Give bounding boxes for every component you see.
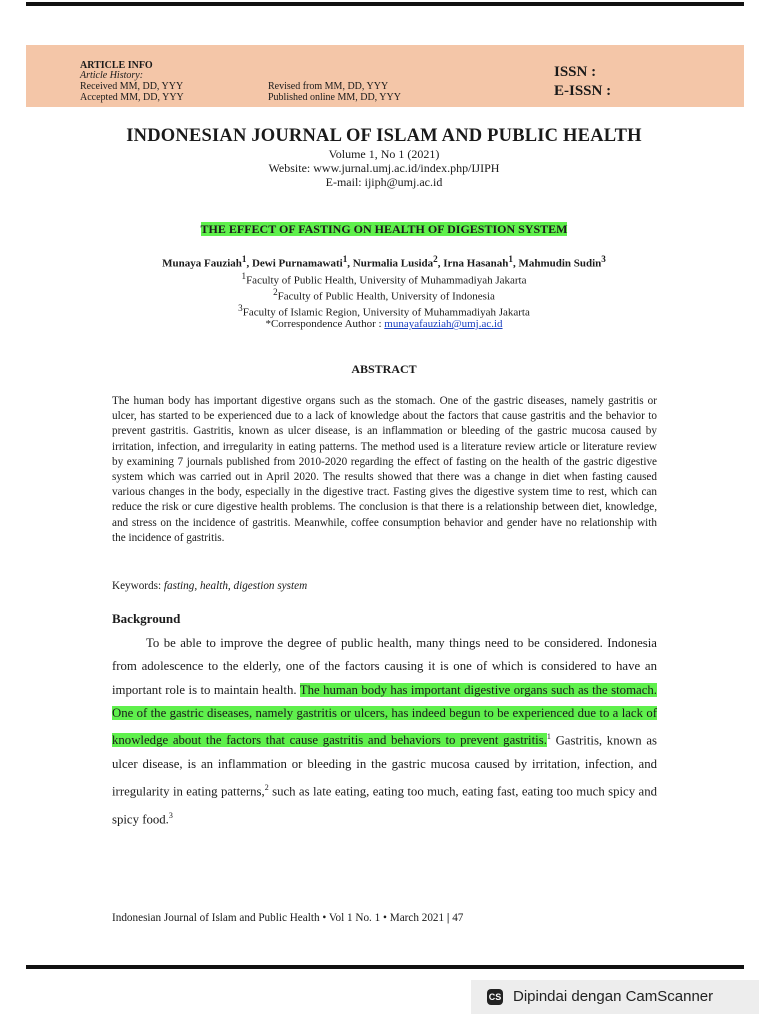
background-heading: Background [112, 611, 181, 626]
highlighted-text: The human body has important digestive organs such as the stomach. One of the gastric diseases, namely gastritis or ulcers, has indeed begun to be experienced due to a lack of knowledge about the factors that cause gastritis and behaviors to prevent gastritis. [112, 682, 657, 748]
background-paragraph [112, 632, 657, 831]
correspondence-label: *Correspondence Author : [265, 318, 385, 330]
paper-title-highlight: THE EFFECT OF FASTING ON HEALTH OF DIGESTION SYSTEM [200, 222, 568, 236]
camscanner-watermark [471, 980, 759, 1014]
keywords-values: fasting, health, digestion system [163, 580, 308, 592]
keywords-label: Keywords: [112, 580, 164, 592]
ref-2: 2 [264, 783, 269, 793]
author-name: Munaya Fauziah [162, 257, 242, 270]
correspondence [0, 318, 768, 331]
background-text-1: To be able to improve the degree of public health, many things need to be considered. Indonesia from adolescence to the elderly, one of the factors causing it is one of which is considered to have an important role is to maintain health. [112, 636, 657, 697]
journal-title: INDONESIAN JOURNAL OF ISLAM AND PUBLIC HEALTH [126, 126, 642, 146]
footer-separator: | [446, 912, 450, 924]
article-info-box [26, 45, 744, 107]
issn-label: ISSN : [554, 64, 597, 80]
author-name: Nurmalia Lusida [352, 257, 434, 270]
author-name: Irna Hasanah [443, 257, 509, 270]
camscanner-logo-icon: CS [487, 989, 503, 1005]
ref-3: 3 [168, 810, 173, 820]
background-text-2: Gastritis, known as ulcer disease, is an inflammation or bleeding in the gastric mucosa caused by irritation, infection, and irregularity in eating patterns, [112, 733, 657, 799]
accepted-date: Accepted MM, DD, YYY [80, 92, 184, 103]
background-text-3: such as late eating, eating too much, eating fast, eating too much spicy and spicy food. [112, 784, 658, 826]
received-date: Received MM, DD, YYY [80, 81, 184, 92]
page-footer [112, 912, 463, 924]
journal-email: E-mail: ijiph@umj.ac.id [325, 175, 443, 189]
author-mark: 1 [342, 254, 348, 264]
author-mark: 1 [508, 254, 513, 264]
affiliation-3: $^3$Faculty of Islamic Region, University of Muhammadiyah Jakarta [238, 303, 530, 319]
abstract-text: The human body has important digestive organs such as the stomach. One of the gastric diseases, namely gastritis or ulcer, has started to be experienced due to a lack of knowledge about the factors that cause gastritis and the behavior to prevent gastritis. Gastritis, known as ulcer disease, is an inflammation or bleeding of the gastric mucosa caused by irritation, infection, and irregularity in eating patterns. The method used is a literature review article or literature review by examining 7 journals published from 2010-2020 regarding the effect of fasting on the health of the gastric digestive system which was carried out in April 2020. The results showed that there was a change in diet when fasting caused various changes in the body, especially in the digestive tract. Fasting gives the digestive system time to rest, which can reduce the risk or cure digestive health problems. The conclusion is that there is a relationship between diet, knowledge, and stress on the incidence of gastritis. Meanwhile, coffee consumption behavior and gender have no relationship with the incidence of gastritis. [112, 395, 657, 544]
article-info-heading: ARTICLE INFO [80, 60, 153, 71]
top-rule [26, 2, 744, 6]
revised-date: Revised from MM, DD, YYY [268, 81, 389, 92]
page-number: 47 [449, 912, 464, 924]
affiliation-2: $^2$Faculty of Public Health, University of Indonesia [273, 287, 495, 303]
abstract-heading: ABSTRACT [351, 362, 417, 376]
journal-website: Website: www.jurnal.umj.ac.id/index.php/IJIPH [268, 161, 500, 175]
camscanner-text: Dipindai dengan CamScanner [513, 988, 714, 1005]
article-history-label: Article History: [80, 70, 144, 81]
footer-text: Indonesian Journal of Islam and Public Health • Vol 1 No. 1 • March 2021 [112, 912, 447, 924]
correspondence-email-link[interactable]: munayafauziah@umj.ac.id [384, 318, 503, 330]
eissn-label: E-ISSN : [554, 83, 612, 99]
author-mark: 1 [241, 254, 247, 264]
keywords [112, 580, 307, 592]
bottom-rule [26, 965, 744, 969]
affiliation-1: $^1$Faculty of Public Health, University of Muhammadiyah Jakarta [241, 271, 527, 287]
paper-title [0, 222, 768, 237]
journal-volume: Volume 1, No 1 (2021) [328, 147, 440, 161]
author-name: Dewi Purnamawati [251, 257, 343, 270]
author-mark: 2 [433, 254, 438, 264]
author-name: Mahmudin Sudin [518, 257, 602, 270]
ref-1: 1 [546, 732, 551, 742]
author-list: Munaya Fauziah$^1$, Dewi Purnamawati$^1$, Nurmalia Lusida$^2$, Irna Hasanah$^1$, Mahmudin Sudin$^3$ [162, 254, 606, 270]
published-date: Published online MM, DD, YYY [268, 92, 401, 103]
author-mark: 3 [601, 254, 606, 264]
